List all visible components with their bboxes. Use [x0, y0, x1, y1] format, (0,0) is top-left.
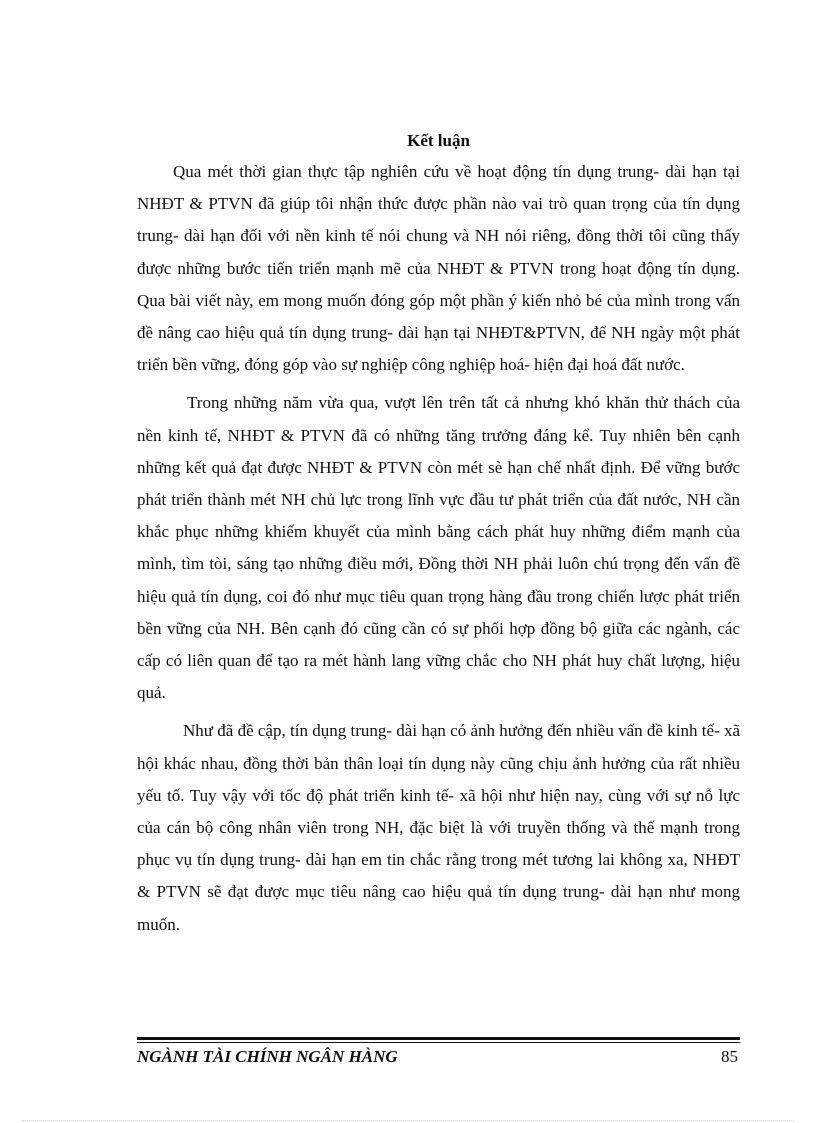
footer-rule-thick — [137, 1037, 740, 1040]
paragraph-3: Như đã đề cập, tín dụng trung- dài hạn có ảnh hưởng đến nhiều vấn đề kinh tế- xã hội khác nhau, đồng thời bản thân loại tín dụng này cũng chịu ảnh hưởng của rất nhiều yếu tố. Tuy vậy với tốc độ phát triển kinh tế- xã hội như hiện nay, cùng với sự nỗ lực của cán bộ công nhân viên trong NH, đặc biệt là với truyền thống và thế mạnh trong phục vụ tín dụng trung- dài hạn em tin chắc rằng trong mét tương lai không xa, NHĐT & PTVN sẽ đạt được mục tiêu nâng cao hiệu quả tín dụng trung- dài hạn như mong muốn. — [137, 721, 740, 934]
page-content — [137, 126, 740, 941]
footer-rule-thin — [137, 1042, 740, 1043]
footer-page-number: 85 — [721, 1047, 738, 1066]
paragraph-1: Qua mét thời gian thực tập nghiên cứu về hoạt động tín dụng trung- dài hạn tại NHĐT & PTVN đã giúp tôi nhận thức được phần nào vai trò quan trọng của tín dụng trung- dài hạn đối với nền kinh tế nói chung và NH nói riêng, đồng thời tôi cũng thấy được những bước tiến triển mạnh mẽ của NHĐT & PTVN trong hoạt động tín dụng. Qua bài viết này, em mong muốn đóng góp một phần ý kiến nhỏ bé của mình trong vấn đề nâng cao hiệu quả tín dụng trung- dài hạn tại NHĐT&PTVN, để NH ngày một phát triển bền vững, đóng góp vào sự nghiệp công nghiệp hoá- hiện đại hoá đất nước. — [137, 162, 740, 375]
page-title: Kết luận — [407, 131, 470, 150]
footer-section-title: NGÀNH TÀI CHÍNH NGÂN HÀNG — [137, 1047, 398, 1066]
page-bottom-divider — [22, 1120, 794, 1121]
page-footer — [137, 1044, 740, 1070]
paragraph-2: Trong những năm vừa qua, vượt lên trên tất cả nhưng khó khăn thử thách của nền kinh tế, NHĐT & PTVN đã có những tăng trưởng đáng kể. Tuy nhiên bên cạnh những kết quả đạt được NHĐT & PTVN còn mét sè hạn chế nhất định. Để vững bước phát triển thành mét NH chủ lực trong lĩnh vực đầu tư phát triển của đất nước, NH cần khắc phục những khiếm khuyết của mình bằng cách phát huy những điểm mạnh của mình, tìm tòi, sáng tạo những điều mới, Đồng thời NH phải luôn chú trọng đến vấn đề hiệu quả tín dụng, coi đó như mục tiêu quan trọng hàng đầu trong chiến lược phát triển bền vững của NH. Bên cạnh đó cũng cần có sự phối hợp đồng bộ giữa các ngành, các cấp có liên quan để tạo ra mét hành lang vững chắc cho NH phát huy chất lượng, hiệu quả. — [137, 393, 740, 703]
